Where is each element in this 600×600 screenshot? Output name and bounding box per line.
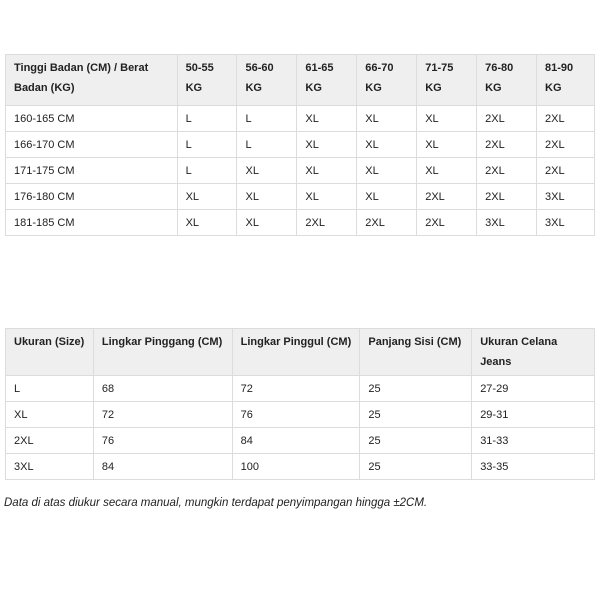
header-cell: 76-80 KG — [477, 55, 537, 106]
table-cell: L — [237, 132, 297, 158]
table-cell: XL — [357, 158, 417, 184]
table-cell: XL — [417, 106, 477, 132]
table-cell: XL — [417, 158, 477, 184]
measurement-size-table — [5, 328, 595, 480]
table-cell: XL — [417, 132, 477, 158]
table-cell: L — [177, 106, 237, 132]
table-cell: 72 — [232, 376, 360, 402]
table-cell: 84 — [93, 454, 232, 480]
table-cell: XL — [357, 132, 417, 158]
table-cell: 2XL — [537, 132, 595, 158]
table-cell: 2XL — [477, 184, 537, 210]
table-cell: XL — [237, 184, 297, 210]
height-weight-size-table — [5, 54, 595, 236]
table-cell: 3XL — [537, 210, 595, 236]
header-row — [6, 329, 595, 376]
table-cell: XL — [357, 184, 417, 210]
table-cell: 2XL — [477, 158, 537, 184]
table-cell: XL — [237, 158, 297, 184]
table-cell: 176-180 CM — [6, 184, 178, 210]
table-cell: 2XL — [537, 158, 595, 184]
table-row — [6, 428, 595, 454]
table-cell: L — [177, 132, 237, 158]
table-cell: 160-165 CM — [6, 106, 178, 132]
table-row — [6, 106, 595, 132]
header-cell: 71-75 KG — [417, 55, 477, 106]
table-cell: 3XL — [6, 454, 94, 480]
header-cell: 66-70 KG — [357, 55, 417, 106]
header-cell: Tinggi Badan (CM) / Berat Badan (KG) — [6, 55, 178, 106]
disclaimer-note: Data di atas diukur secara manual, mungkin terdapat penyimpangan hingga ±2CM. — [4, 497, 428, 509]
table-cell: 27-29 — [472, 376, 595, 402]
table-cell: 100 — [232, 454, 360, 480]
table-cell: L — [177, 158, 237, 184]
header-cell: 50-55 KG — [177, 55, 237, 106]
table-cell: 25 — [360, 402, 472, 428]
table-row — [6, 402, 595, 428]
table-row — [6, 158, 595, 184]
table-cell: 2XL — [357, 210, 417, 236]
table-cell: 2XL — [297, 210, 357, 236]
table-cell: 2XL — [6, 428, 94, 454]
header-cell: Ukuran Celana Jeans — [472, 329, 595, 376]
table-cell: 3XL — [537, 184, 595, 210]
header-cell: Ukuran (Size) — [6, 329, 94, 376]
table-cell: 2XL — [417, 210, 477, 236]
table-cell: 171-175 CM — [6, 158, 178, 184]
table-cell: XL — [297, 132, 357, 158]
table-cell: 2XL — [537, 106, 595, 132]
table-row — [6, 376, 595, 402]
table-header — [6, 55, 595, 106]
table-row — [6, 454, 595, 480]
table-cell: L — [6, 376, 94, 402]
table-cell: 76 — [232, 402, 360, 428]
table-cell: XL — [297, 106, 357, 132]
table-cell: 76 — [93, 428, 232, 454]
table-cell: XL — [237, 210, 297, 236]
table-cell: XL — [177, 210, 237, 236]
table-cell: 2XL — [477, 132, 537, 158]
header-cell: Lingkar Pinggul (CM) — [232, 329, 360, 376]
table-cell: XL — [297, 158, 357, 184]
header-cell: Panjang Sisi (CM) — [360, 329, 472, 376]
table-cell: 68 — [93, 376, 232, 402]
table-cell: 31-33 — [472, 428, 595, 454]
table-cell: 25 — [360, 454, 472, 480]
table-row — [6, 184, 595, 210]
header-cell: 61-65 KG — [297, 55, 357, 106]
table-cell: XL — [297, 184, 357, 210]
table-cell: 166-170 CM — [6, 132, 178, 158]
table-cell: 2XL — [417, 184, 477, 210]
table-row — [6, 210, 595, 236]
table-cell: 25 — [360, 376, 472, 402]
table-cell: XL — [357, 106, 417, 132]
table-cell: XL — [6, 402, 94, 428]
table-cell: 2XL — [477, 106, 537, 132]
table-cell: 84 — [232, 428, 360, 454]
table-cell: 181-185 CM — [6, 210, 178, 236]
header-row — [6, 55, 595, 106]
header-cell: 56-60 KG — [237, 55, 297, 106]
table-cell: 72 — [93, 402, 232, 428]
table-cell: 29-31 — [472, 402, 595, 428]
table-cell: 33-35 — [472, 454, 595, 480]
table-cell: XL — [177, 184, 237, 210]
table-row — [6, 132, 595, 158]
header-cell: 81-90 KG — [537, 55, 595, 106]
table-cell: 25 — [360, 428, 472, 454]
table-cell: 3XL — [477, 210, 537, 236]
table-cell: L — [237, 106, 297, 132]
table-header — [6, 329, 595, 376]
header-cell: Lingkar Pinggang (CM) — [93, 329, 232, 376]
